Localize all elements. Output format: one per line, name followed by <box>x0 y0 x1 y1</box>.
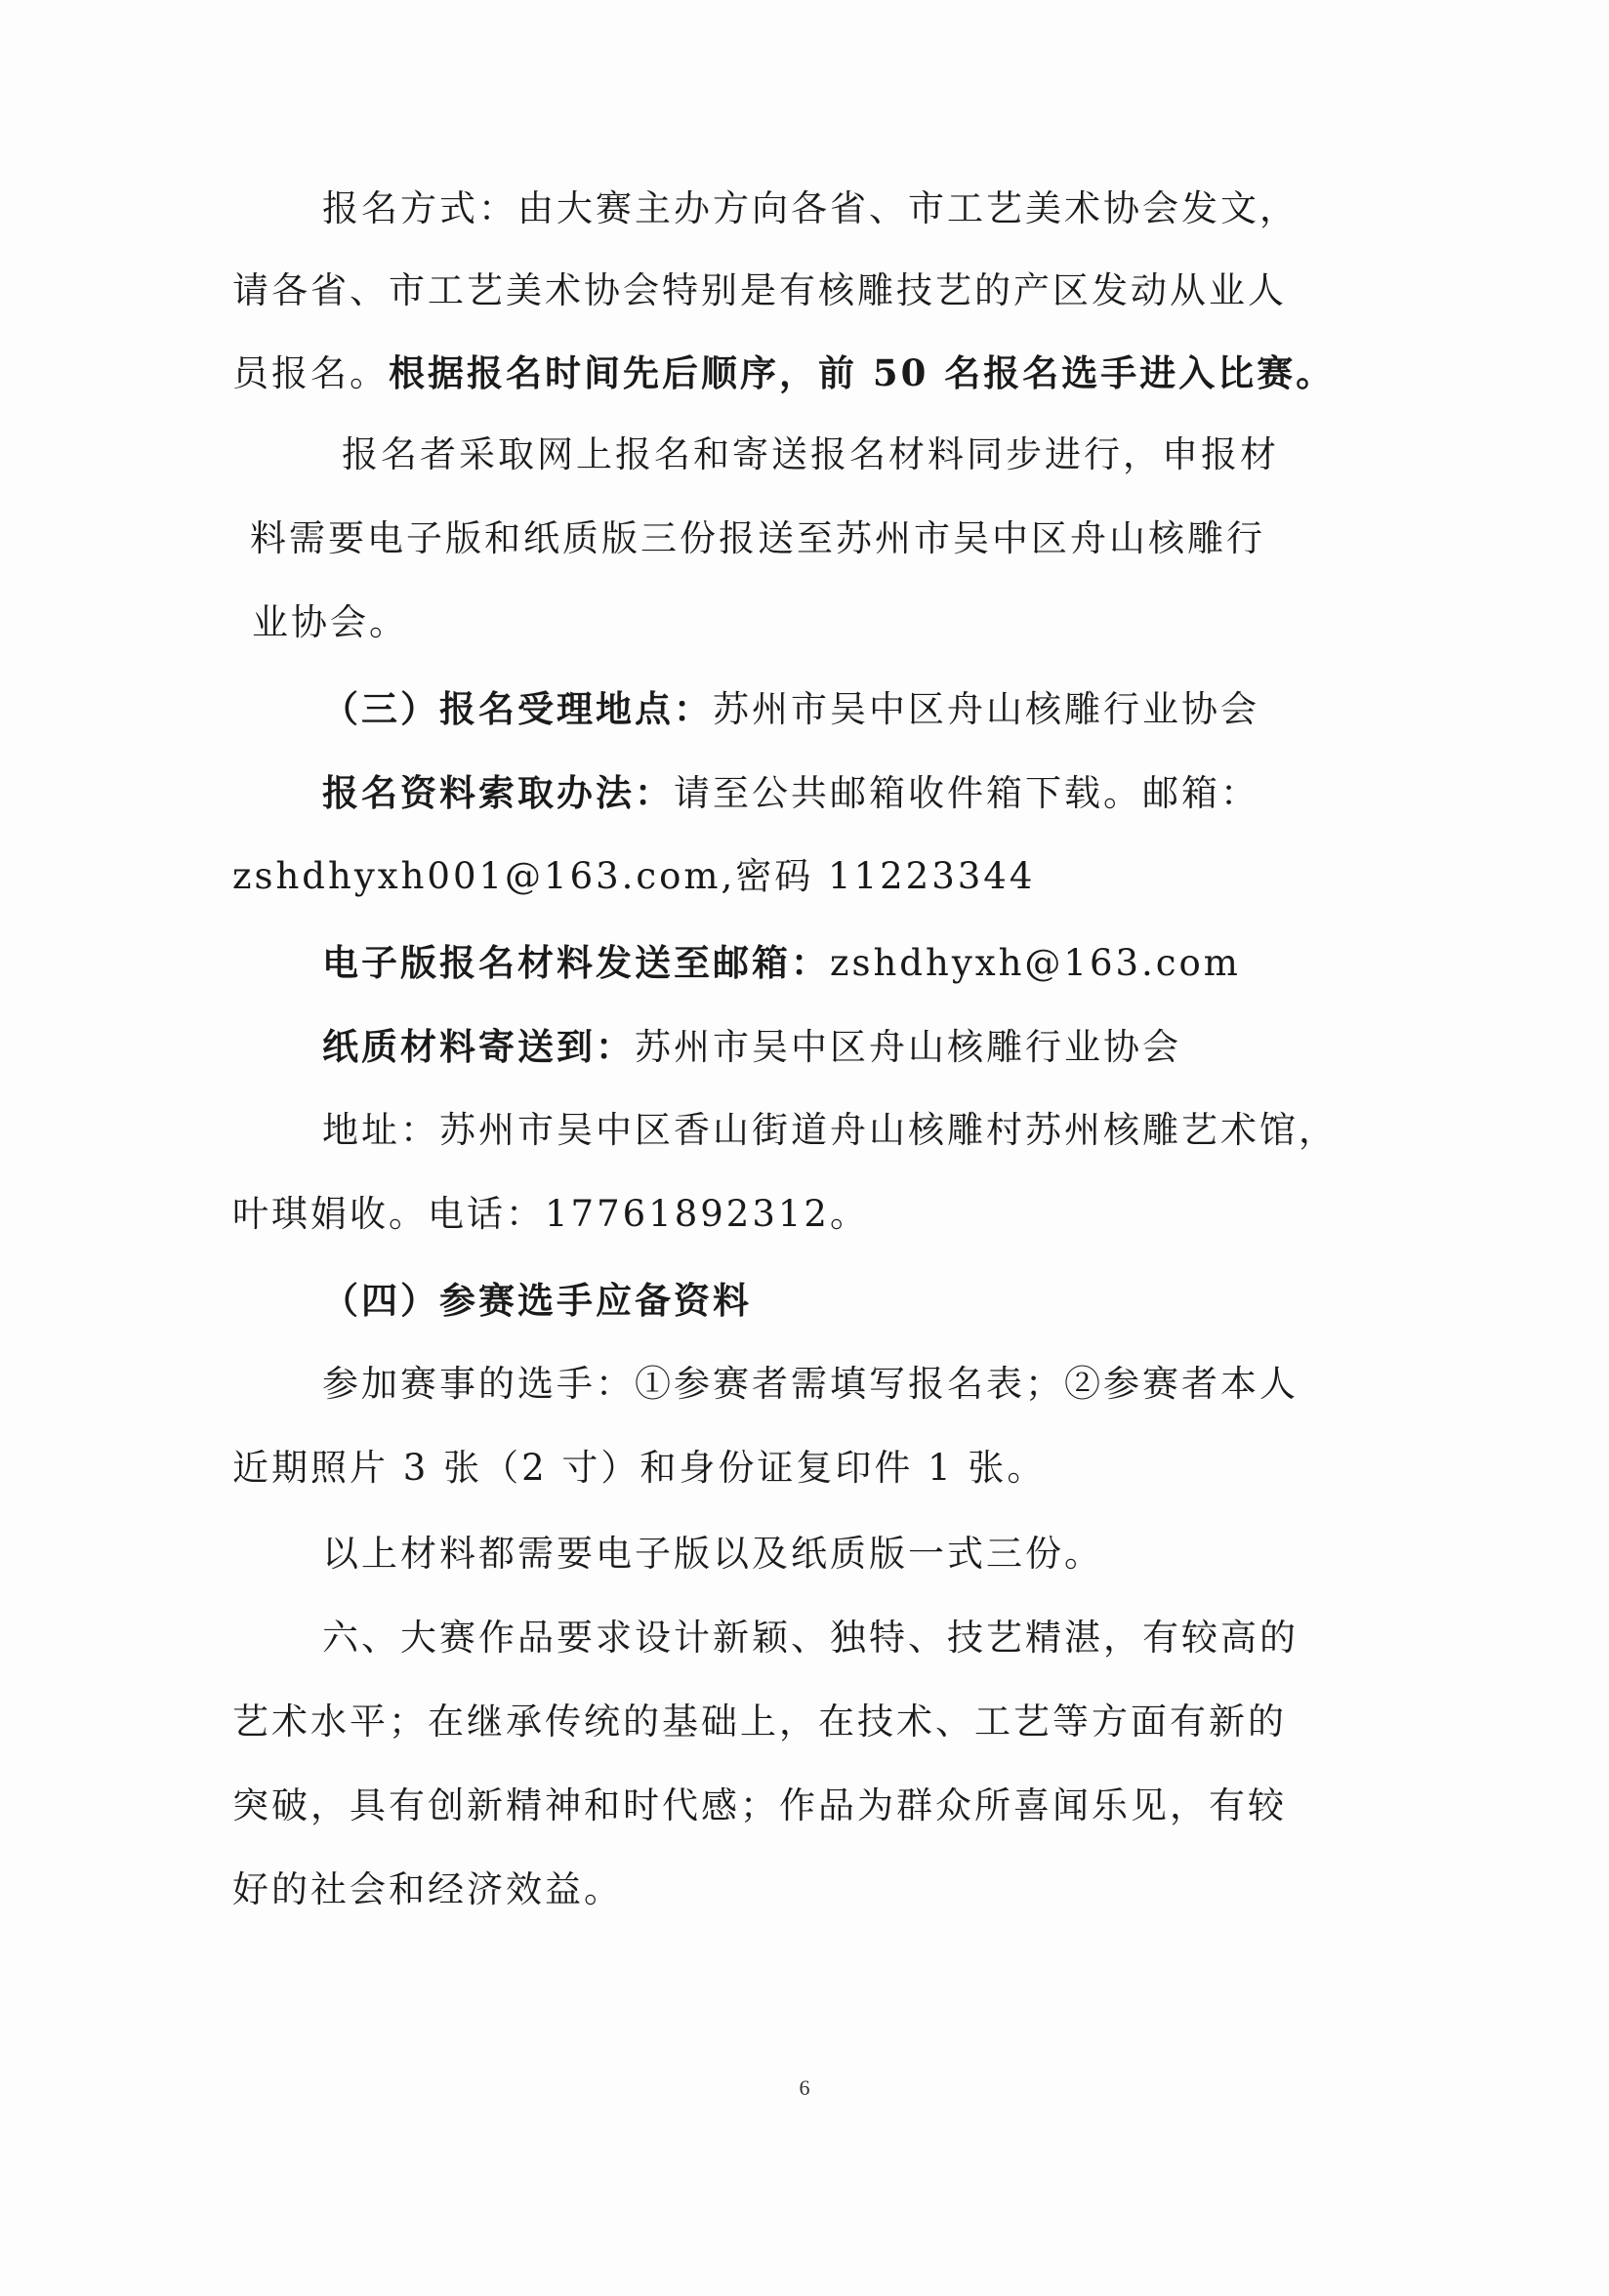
email-line: zshdhyxh001@163.com,密码 11223344 <box>232 855 1036 897</box>
section-heading-3: （三）报名受理地点：苏州市吴中区舟山核雕行业协会 <box>322 687 1259 730</box>
paragraph-line: 纸质材料寄送到：苏州市吴中区舟山核雕行业协会 <box>322 1025 1181 1068</box>
paragraph-line: 请各省、市工艺美术协会特别是有核雕技艺的产区发动从业人 <box>232 269 1287 311</box>
paragraph-line: 员报名。根据报名时间先后顺序，前 50 名报名选手进入比赛。 <box>232 351 1336 394</box>
paragraph-line: 料需要电子版和纸质版三份报送至苏州市吴中区舟山核雕行 <box>250 517 1265 559</box>
paragraph-line: 报名资料索取办法：请至公共邮箱收件箱下载。邮箱： <box>322 771 1259 814</box>
paragraph-line: 业协会。 <box>252 601 408 643</box>
paragraph-line: 六、大赛作品要求设计新颖、独特、技艺精湛，有较高的 <box>322 1617 1299 1659</box>
paragraph-line: 报名方式：由大赛主办方向各省、市工艺美术协会发文， <box>322 187 1299 229</box>
paragraph-line: 报名者采取网上报名和寄送报名材料同步进行，申报材 <box>342 433 1279 475</box>
paragraph-line: 电子版报名材料发送至邮箱：zshdhyxh@163.com <box>322 941 1241 984</box>
paragraph-line: 好的社会和经济效益。 <box>232 1868 623 1910</box>
paragraph-line: 参加赛事的选手：①参赛者需填写报名表；②参赛者本人 <box>322 1363 1299 1405</box>
paragraph-line: 艺术水平；在继承传统的基础上，在技术、工艺等方面有新的 <box>232 1701 1287 1742</box>
page-number: 6 <box>799 2075 810 2100</box>
phone-line: 叶琪娟收。电话：17761892312。 <box>232 1193 869 1235</box>
section-heading-4: （四）参赛选手应备资料 <box>322 1279 752 1322</box>
paragraph-line: 以上材料都需要电子版以及纸质版一式三份。 <box>322 1533 1103 1575</box>
paragraph-line: 突破，具有创新精神和时代感；作品为群众所喜闻乐见，有较 <box>232 1784 1287 1826</box>
address-line: 地址：苏州市吴中区香山街道舟山核雕村苏州核雕艺术馆， <box>322 1109 1338 1151</box>
paragraph-line: 近期照片 3 张（2 寸）和身份证复印件 1 张。 <box>232 1447 1047 1489</box>
